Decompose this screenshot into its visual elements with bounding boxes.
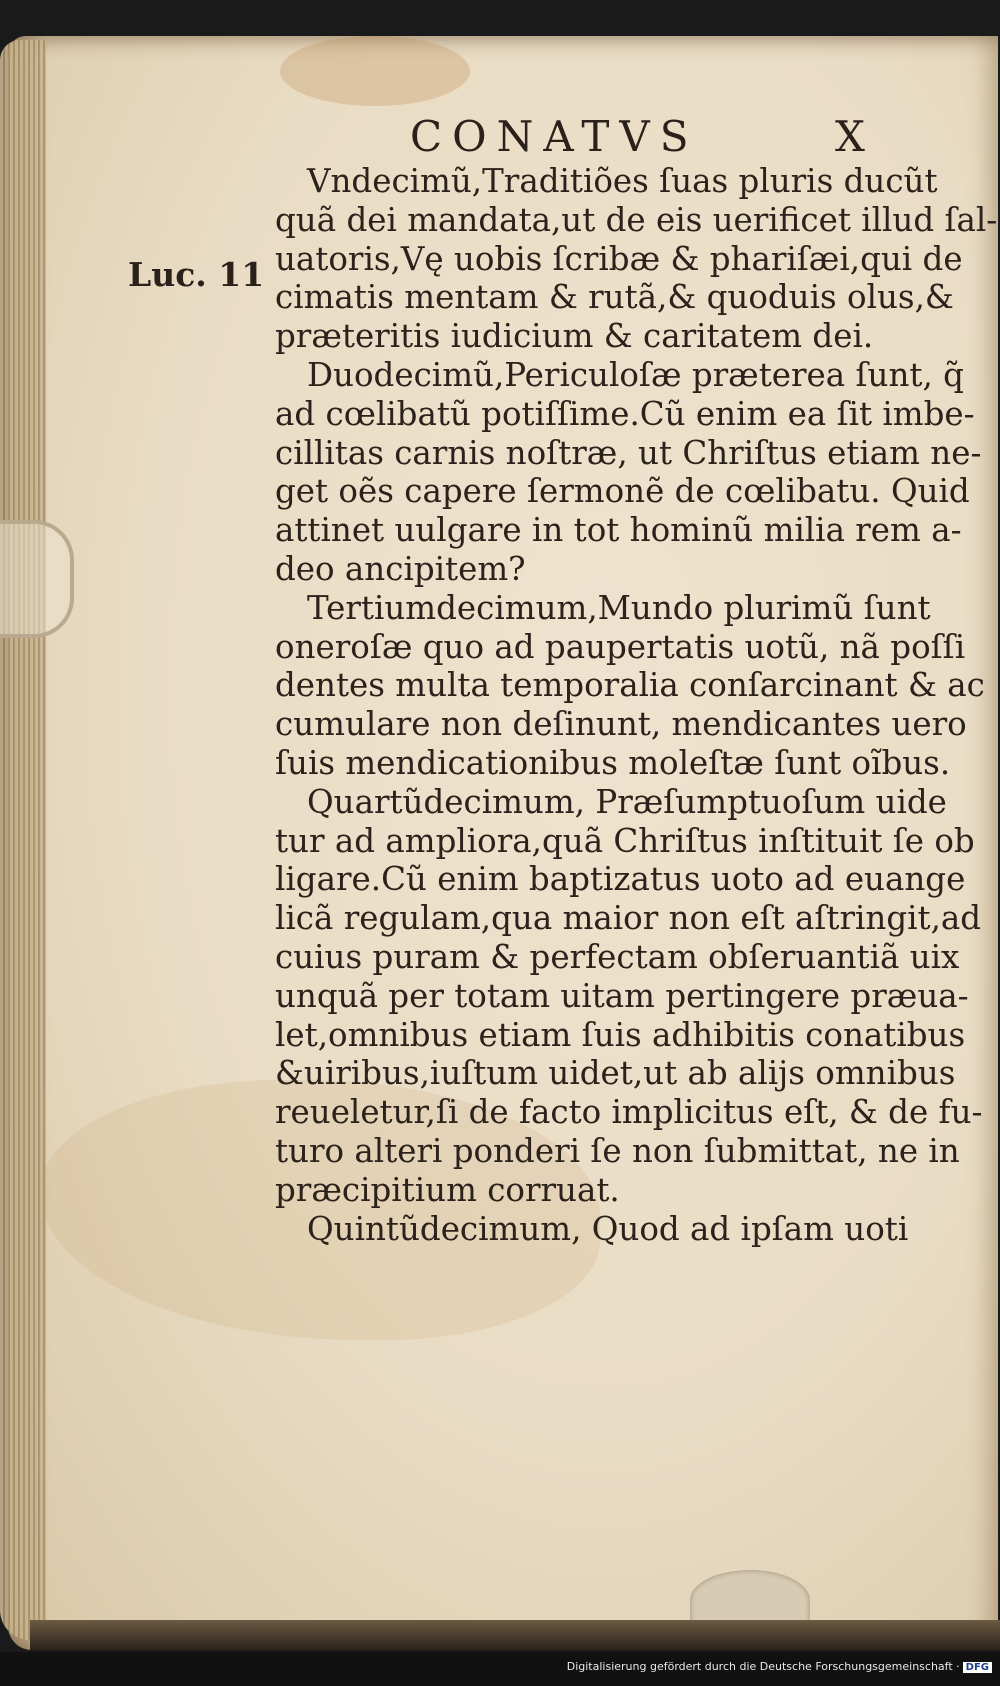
text-line: cuius puram & perfectam obſeruantiã uix	[275, 937, 960, 976]
body-text	[275, 162, 998, 1248]
book-bottom-edge	[30, 1620, 1000, 1650]
text-line: cillitas carnis noſtræ, ut Chriſtus etiam ne-	[275, 433, 982, 472]
text-line: &uiribus,iuſtum uidet,ut ab alijs omnibus	[275, 1054, 956, 1093]
text-line: unquã per totam uitam pertingere præua-	[275, 976, 969, 1015]
text-line: præteritis iudicium & caritatem dei.	[275, 317, 874, 356]
water-stain-top	[280, 36, 470, 106]
text-line: dentes multa temporalia conſarcinant & ac	[275, 666, 985, 705]
text-line: tur ad ampliora,quã Chriſtus inſtituit ſe ob	[275, 821, 975, 860]
text-line: reueletur,ſi de facto implicitus eſt, & de fu-	[275, 1093, 983, 1132]
digitization-credit	[567, 1660, 992, 1673]
text-line: Quintũdecimum, Quod ad ipſam uoti	[307, 1209, 909, 1248]
text-line: deo ancipitem?	[275, 549, 526, 588]
folio-number: X	[835, 112, 865, 161]
credit-text: Digitalisierung gefördert durch die Deutsche Forschungsgemeinschaft ·	[566, 1660, 960, 1673]
text-line: Vndecimũ,Traditiões ſuas pluris ducũt	[307, 162, 938, 200]
text-line: Quartũdecimum, Præſumptuoſum uide	[307, 782, 947, 821]
text-line: quã dei mandata,ut de eis uerificet illud ſal-	[275, 200, 998, 239]
dfg-logo: DFG	[963, 1662, 992, 1673]
text-line: præcipitium corruat.	[275, 1170, 620, 1209]
text-line: get oẽs capere ſermonẽ de cœlibatu. Quid	[275, 472, 970, 511]
text-line: uatoris,Vę uobis ſcribæ & phariſæi,qui de	[275, 239, 963, 278]
text-line: Duodecimũ,Periculoſæ præterea ſunt, q̃	[307, 355, 964, 394]
book-clasp	[0, 520, 74, 638]
text-line: let,omnibus etiam ſuis adhibitis conatibus	[275, 1015, 966, 1054]
text-line: attinet uulgare in tot hominũ milia rem a-	[275, 511, 962, 550]
text-line: cimatis mentam & rutã,& quoduis olus,&	[275, 278, 954, 317]
margin-note: Luc. 11	[128, 255, 265, 294]
text-line: ad cœlibatũ potiſſime.Cũ enim ea ſit imbe-	[275, 394, 975, 433]
text-line: licã regulam,qua maior non eſt aſtringit,ad	[275, 899, 982, 938]
text-line: cumulare non deſinunt, mendicantes uero	[275, 705, 967, 744]
page-edges	[0, 40, 46, 1640]
text-line: oneroſæ quo ad paupertatis uotũ, nã poſſi	[275, 627, 966, 666]
text-line: ligare.Cũ enim baptizatus uoto ad euange	[275, 860, 966, 899]
text-line: Tertiumdecimum,Mundo plurimũ ſunt	[307, 588, 931, 627]
text-line: ſuis mendicationibus moleſtæ ſunt oĩbus.	[275, 743, 951, 782]
running-header: CONATVS	[410, 112, 699, 161]
text-line: turo alteri ponderi ſe non ſubmittat, ne in	[275, 1131, 960, 1170]
